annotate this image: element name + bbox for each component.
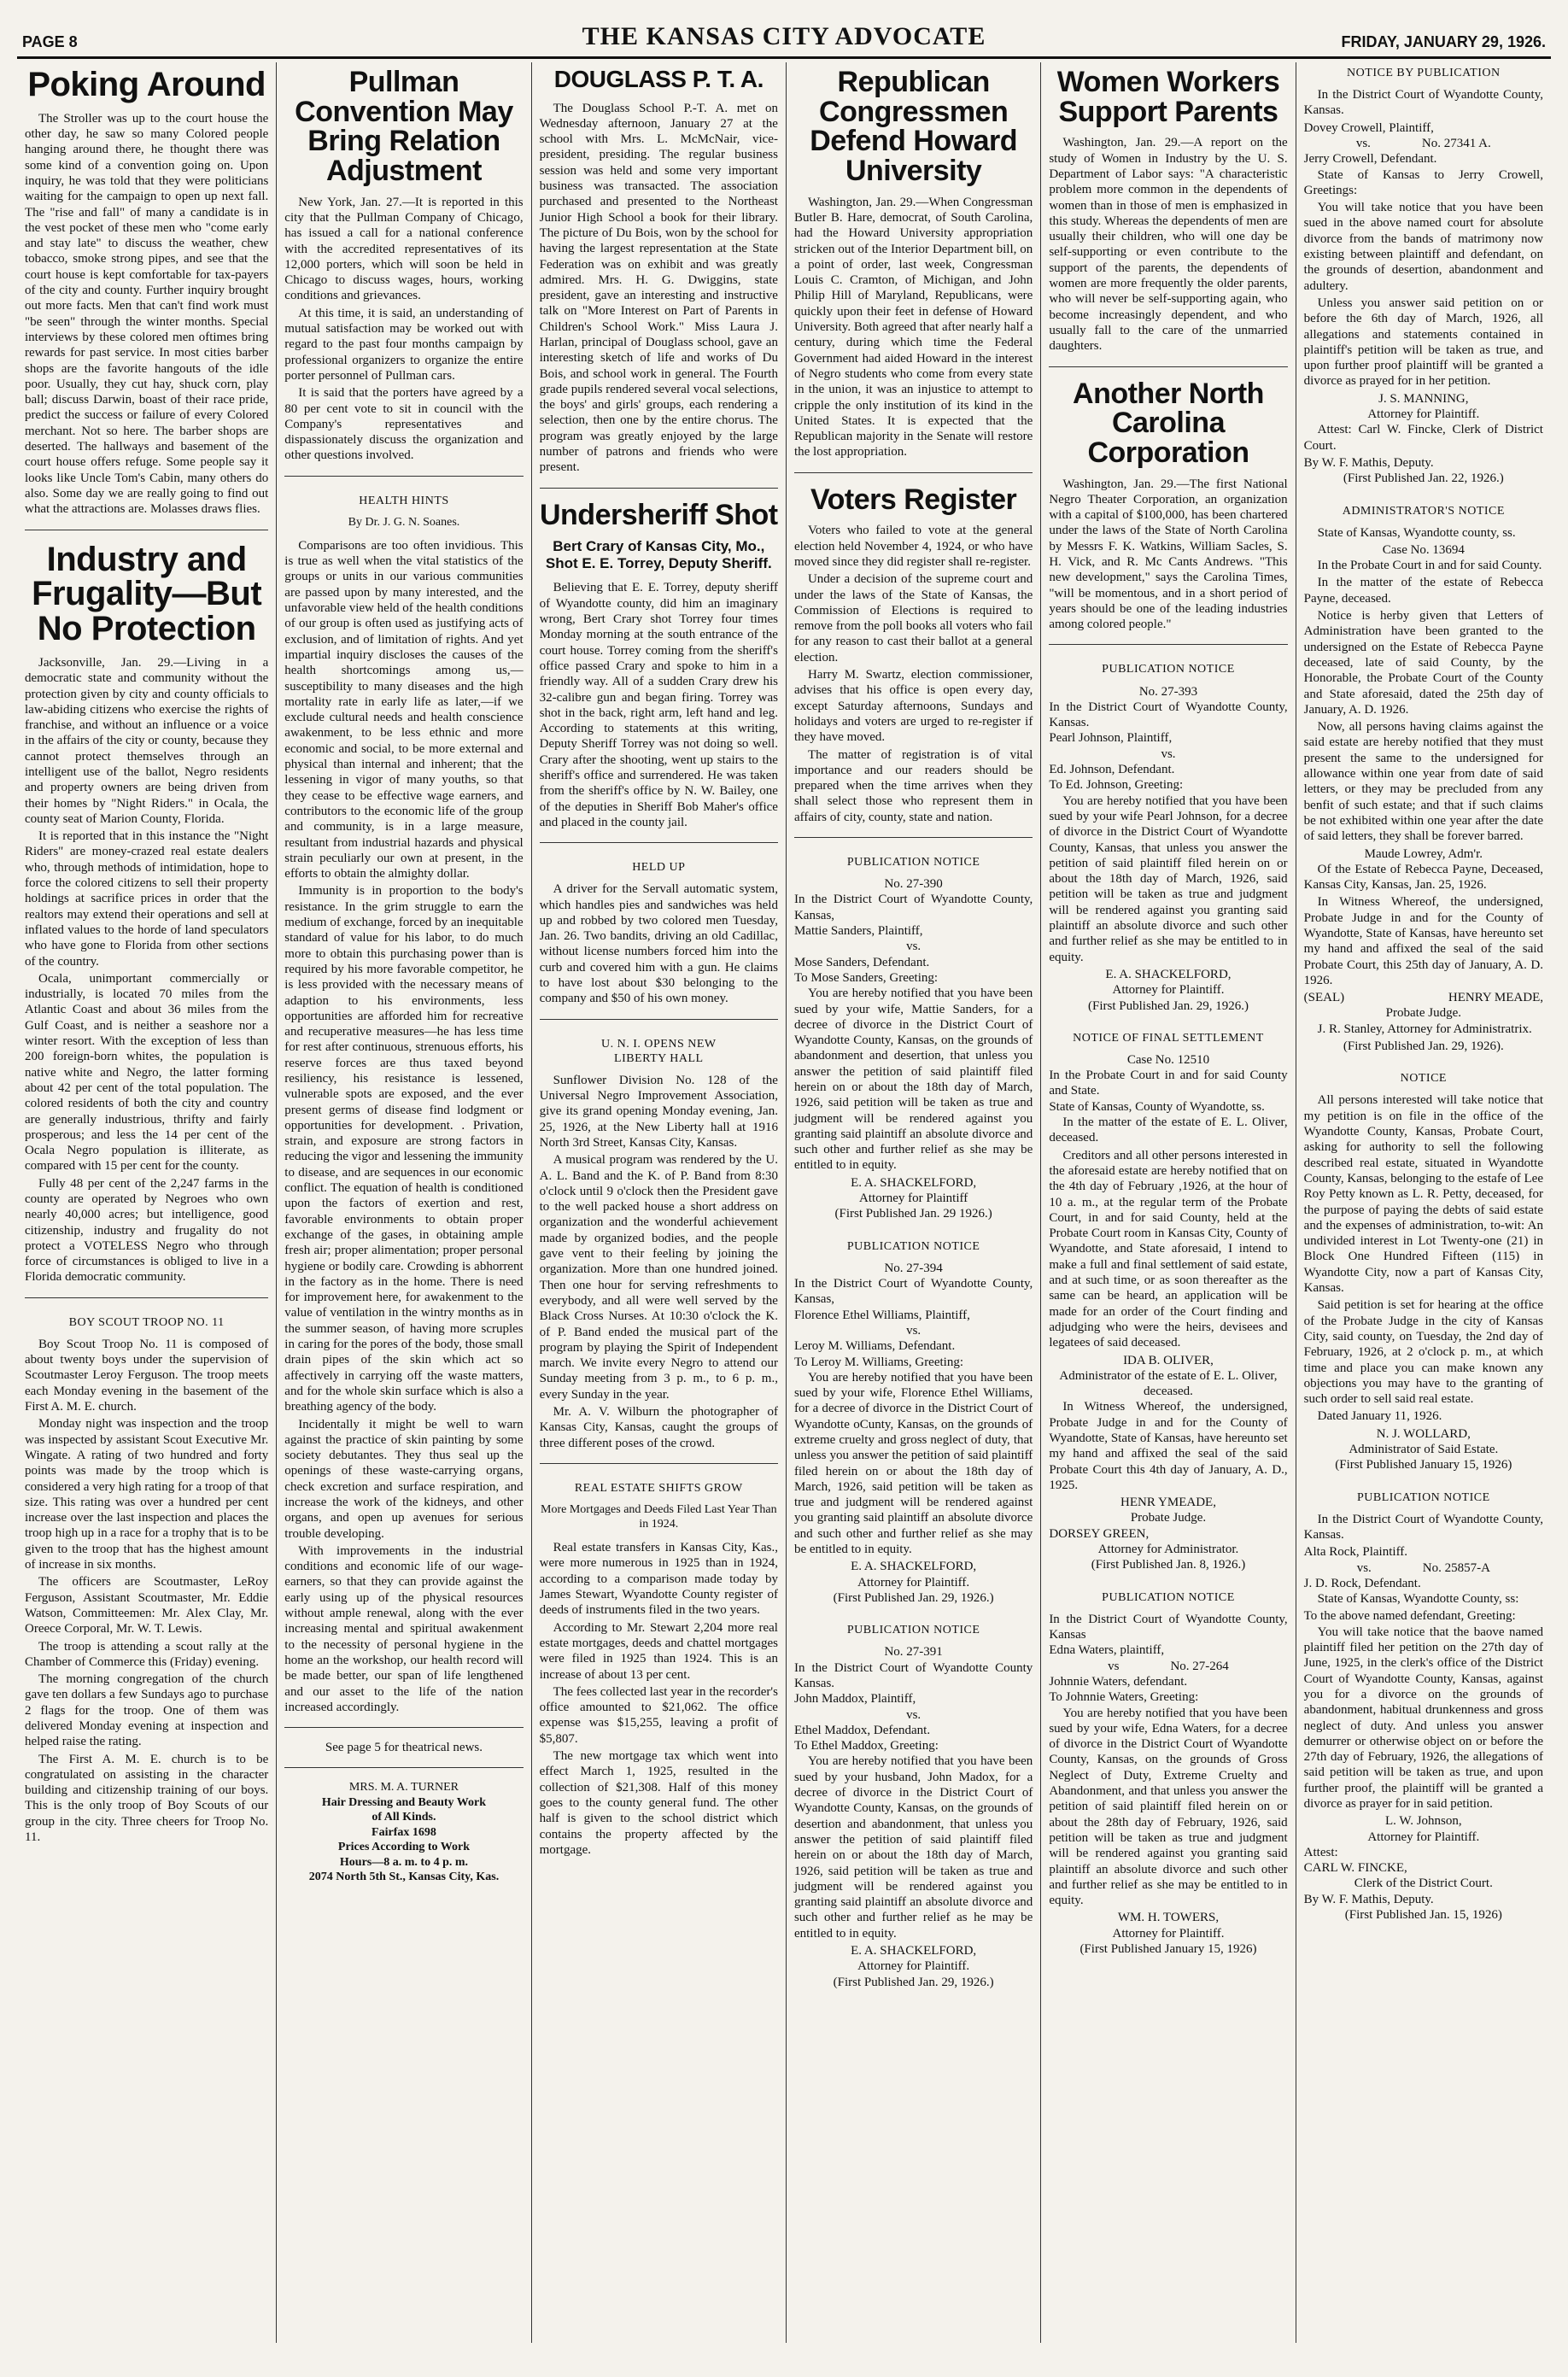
held-up-body: A driver for the Servall automatic system, which handles pies and sandwiches was held up and robbed by two colored men Tuesday, Jan. 26. Two bandits, driving an old Cadillac, without license numbers forced him into the curb and covered him with a gun. He claims to have lost about $30 belonging to the company and $50 of his own money. — [539, 882, 778, 1006]
notice-body: Creditors and all other persons interested in the aforesaid estate are hereby notified that on the 4th day of February ,1926, at the hour of 10 a. m., at the regular term of the Probate Court, in and for said County, held at the Probate Court room in Kansas City, County of Wyandotte, and State aforesaid, I intend to make a full and final settlement of said estate, and at such time, or as soon thereafter as the same can be heard, an application will be made for an order of the Court finding and adjudging who were the heirs, devisees and legatees of said deceased. — [1049, 1148, 1288, 1350]
divider — [25, 1297, 268, 1298]
notice-signature: L. W. Johnson, — [1385, 1814, 1462, 1829]
held-up-headline: HELD UP — [632, 861, 686, 875]
pullman-paragraph: At this time, it is said, an understanding of mutual satisfaction may be worked out with regard to the past four months campaign by professional organizers to organize the entire porter personnel of Pullman cars. — [284, 306, 524, 383]
divider — [794, 472, 1033, 473]
divider — [540, 488, 778, 489]
notice-signature: E. A. SHACKELFORD, — [851, 1175, 977, 1190]
notice-number: No. 27-391 — [884, 1645, 943, 1660]
newspaper-page — [17, 17, 1551, 2343]
notice-greeting: To Ed. Johnson, Greeting: — [1049, 778, 1184, 793]
notice-signature: E. A. SHACKELFORD, — [851, 1560, 977, 1574]
publication-notice-27264 — [1049, 1590, 1287, 1958]
notice-title: PUBLICATION NOTICE — [846, 856, 980, 869]
scout-paragraph: The First A. M. E. church is to be congratulated on assisting in the character building and citizenship training of our boys. This is the only troop of Boy Scouts of our group in the city. Three cheers for Troop No. 11. — [25, 1752, 269, 1845]
industry-paragraph: Ocala, unimportant commercially or industrially, is located 70 miles from the Atlantic Coast and about 36 miles from the Gulf Coast, and is neither a seashore nor a winter resort. With the exception of less than 200 foreign-born whites, the population is native white and Negro, the latter forming about 42 per cent of the total population. The colored residents of both the city and country are generally industrious, thrifty and fairly prosperous; and less the 14 per cent of the Ocala Negro population is illiterate, as compared with 15 per cent for the county. — [25, 971, 269, 1174]
notice-plaintiff: Dovey Crowell, Plaintiff, — [1303, 120, 1434, 135]
notice-published: (First Published January 15, 1926) — [1079, 1941, 1257, 1956]
notice-case-number: Case No. 13694 — [1382, 542, 1465, 557]
notice-attorney: J. R. Stanley, Attorney for Administratrix. — [1317, 1022, 1532, 1036]
notice-court: In the Probate Court in and for said County. — [1317, 559, 1542, 573]
publication-notice-27393 — [1049, 662, 1287, 1013]
notice-signature-role: Administrator of the estate of E. L. Oliver, deceased. — [1059, 1368, 1278, 1399]
notice-greeting: To the above named defendant, Greeting: — [1303, 1609, 1516, 1624]
notice-title: NOTICE — [1400, 1072, 1447, 1086]
notice-case-number: Case No. 12510 — [1126, 1052, 1210, 1067]
masthead — [17, 17, 1551, 59]
scout-paragraph: The morning congregation of the church gave ten dollars a few Sundays ago to purchase 2 flags for the troop. One of them was delivered Monday evening at inspection and helped raise the rating. — [25, 1672, 269, 1749]
notice-vs: vs. — [906, 940, 921, 954]
notice-published: (First Published Jan. 29, 1926). — [1343, 1039, 1504, 1054]
issue-date: FRIDAY, JANUARY 29, 1926. — [1341, 33, 1546, 50]
pullman-paragraph: It is said that the porters have agreed by a 80 per cent vote to sit in council with the Company's representatives and dispassionately discuss the organization and other questions involved. — [284, 386, 524, 463]
divider — [1049, 644, 1287, 645]
carolina-headline: Another North Carolina Corporation — [1073, 377, 1264, 469]
notice-plaintiff: John Maddox, Plaintiff, — [793, 1692, 916, 1707]
notice-signature: IDA B. OLIVER, — [1123, 1353, 1214, 1367]
notice-title: PUBLICATION NOTICE — [846, 1239, 980, 1253]
final-settlement-notice — [1049, 1031, 1287, 1573]
publication-notice-27391 — [794, 1623, 1033, 1990]
scout-headline: BOY SCOUT TROOP NO. 11 — [68, 1315, 225, 1329]
notice-plaintiff: Mattie Sanders, Plaintiff, — [793, 924, 923, 939]
notice-title: PUBLICATION NOTICE — [1102, 1590, 1235, 1604]
industry-paragraph: Fully 48 per cent of the 2,247 farms in the county are operated by Negroes who own nearly 40,000 acres; but intelligence, good citizenship, industry and frugality do not protect a VOTELESS Negro who through force of circumstances is obliged to live in a Florida democratic community. — [25, 1176, 269, 1285]
notice-published: (First Published Jan. 15, 1926) — [1344, 1908, 1502, 1923]
column-6 — [1296, 62, 1551, 2343]
women-workers-headline: Women Workers Support Parents — [1056, 66, 1280, 128]
uni-headline: U. N. I. OPENS NEW — [601, 1037, 717, 1051]
notice-body: You are hereby notified that you have been sued by your wife, Mattie Sanders, for a decree of divorce in the District Court of Wyandotte County, Kansas, on the grounds of abandonment and desertion, that unless you answer the petition of said plaintiff filed herein on or about the 18th day of March, 1926, said petition will be taken as true and judgment will be rendered against you granting said plaintiff an absolute divorce and such other and further relief as she may be entitled to in equity. — [793, 987, 1033, 1173]
columns — [17, 62, 1551, 2343]
notice-body: Now, all persons having claims against the said estate are hereby notified that they must present the same to the undersigned for allowance within one year from date of said letters, or they may be precluded from any benfit of such estate; and that if such claims be not exhibited within one year after the date of said letters, they shall be forever barred. — [1303, 720, 1543, 844]
notice-court: In the District Court of Wyandotte County, Kansas, — [793, 1277, 1033, 1307]
notice-signature: E. A. SHACKELFORD, — [1105, 967, 1232, 981]
notice-published: (First Published Jan. 29, 1926.) — [833, 1590, 994, 1605]
notice-body: You will take notice that the baove named plaintiff filed her petition on the 27th day of June, 1925, in the clerk's office of the District Court of Wyandotte County, Kansas, against you for a divorce on the grounds of abandonment, habitual drunkenness and gross neglect of duty. And unless you answer demurrer or otherwise object on or before the 27th day of February, 1926, the allegations of said petition will be taken as true, and upon further proof, the plaintiff will be granted a divorce as prayer for in said petition. — [1303, 1625, 1543, 1811]
notice-published: (First Published January 15, 1926) — [1335, 1458, 1512, 1472]
notice-greeting: To Mose Sanders, Greeting: — [793, 970, 939, 985]
notice-signature: J. S. MANNING, — [1378, 391, 1469, 406]
uni-paragraph: A musical program was rendered by the U. A. L. Band and the K. of P. Band from 8:30 o'clock until 9 o'clock then the President gave to the well packed house a short address on organization and the wonderful achievement made by organized bodies, and the people gave vent to their feeling by joining the organization. More than one hundred joined. Then one hour for serving refreshments to everybody, and all were well served by the Black Cross Nurses. At 10:30 o'clock the K. of P. Band ended the musical part of the program by playing the Spirit of Independent march. We invite every Negro to attend our Sunday meeting from 3 p. m., to 6 p. m., every Sunday in the year. — [539, 1153, 778, 1402]
notice-greeting: To Johnnie Waters, Greeting: — [1049, 1690, 1199, 1705]
scout-paragraph: Boy Scout Troop No. 11 is composed of about twenty boys under the supervision of Scoutmaster Leroy Ferguson. The troop meets each Monday evening in the basement of the First A. M. E. church. — [25, 1337, 269, 1414]
poking-around-headline: Poking Around — [27, 66, 266, 103]
column-4 — [787, 62, 1041, 2343]
notice-court: In the District Court of Wyandotte County, Kansas, — [793, 893, 1033, 922]
notice-signature-role: Administrator of Said Estate. — [1349, 1442, 1499, 1456]
notice-number: No. 27-394 — [884, 1261, 943, 1275]
voters-paragraph: Under a decision of the supreme court and under the laws of the State of Kansas, the Commission of Elections is required to remove from the poll books all voters who fail for any reason to cast their ballot at a general election. — [793, 572, 1033, 665]
health-paragraph: With improvements in the industrial conditions and economic life of our wage-earners, so that they can provide against the early using up of the physical resources without ample renewal, along with the ever increasing mental and spiritual awakenment to the necessity of personal hygiene in the home an the workshop, our health record will be made better, our span of life lengthened and our asset to the life of the nation increased accordingly. — [284, 1543, 524, 1714]
poking-around-body: The Stroller was up to the court house the other day, he saw so many Colored people hanging around there, he thought there was some kind of a convention going on. Upon inquiry, he was told that they were politicians waiting for the campaign to open up next fall. The "rise and fall" of many a candidate is in the vest pocket of these men who "come early and stay late" to discuss the weather, chew tobacco, smoke strong pipes, and see that the court house is kept comfortable for tax-payers of the city and county. Further inquiry brought out more facts. Men that can't find work must "be seen" through the winter months. Special interviews by these colored men oftimes bring rewards for past service. In most cities barber shops are the favorite hangouts of the idle poor. Usually, they cut hay, shuck corn, play ball; discuss Darwin, boast of their race pride, predict the success or failure of every Colored merchant. Not so here. The barber shops are deserted. The hallways and basement of the court house offers refuge. Some people say it looks like Uncle Tom's Cabin, many others do also. Some day we are really going to find out what the attractions are. Molasses draws flies. — [25, 111, 269, 517]
real-estate-paragraph: Real estate transfers in Kansas City, Kas., were more numerous in 1925 than in 1924, according to a comparison made today by James Stewart, Wyandotte County register of deeds of instruments filed in the two years. — [539, 1541, 778, 1618]
notice-defendant: Mose Sanders, Defendant. — [793, 955, 930, 969]
notice-published: (First Published Jan. 22, 1926.) — [1343, 471, 1504, 486]
republican-headline: Republican Congressmen Defend Howard University — [810, 66, 1018, 188]
notice-title: NOTICE OF FINAL SETTLEMENT — [1073, 1031, 1264, 1045]
notice-clerk-role: Clerk of the District Court. — [1354, 1876, 1493, 1891]
notice-attorney-role: Attorney for Administrator. — [1097, 1543, 1239, 1557]
notice-title: PUBLICATION NOTICE — [1102, 663, 1235, 676]
publication-notice-25857 — [1304, 1490, 1543, 1923]
ad-line: of All Kinds. — [372, 1811, 436, 1824]
publication-notice-27390 — [794, 855, 1033, 1222]
divider — [540, 842, 778, 843]
notice-vs: vs. — [1161, 746, 1176, 761]
undersheriff-headline: Undersheriff Shot — [539, 498, 778, 531]
notice-published: (First Published Jan. 29 1926.) — [834, 1207, 992, 1221]
notice-body: You will take notice that you have been sued in the above named court for absolute divorce from the bands of matrimony now existing between plaintiff and defendant, on the grounds of desertion, abandonment and adultery. — [1303, 201, 1543, 293]
notice-signature-role: Attorney for Plaintiff. — [857, 1575, 970, 1590]
notice-state: State of Kansas, County of Wyandotte, ss. — [1049, 1099, 1265, 1114]
notice-court: In the District Court of Wyandotte County, Kansas — [1049, 1612, 1288, 1642]
notice-body: You are hereby notified that you have been sued by your wife, Florence Ethel Williams, for a decree of divorce in the District Court of Wyandotte oCunty, Kansas, on the grounds of extreme cruelty and gross neglect of duty, that unless you answer the petition of said plaintiff filed herein on or about the 18th day of March, 1926, said petition will be taken as true and judgment will be rendered against you granting said plaintiff an absolute divorce and such other and further relief as she may be entitled to in equity. — [793, 1370, 1033, 1557]
voters-paragraph: Harry M. Swartz, election commissioner, advises that his office is open every day, except Saturday afternoons, Sundays and holidays and voters are urged to re-register if they have moved. — [793, 668, 1033, 745]
notice-greeting: To Leroy M. Williams, Greeting: — [793, 1355, 964, 1369]
notice-body: Unless you answer said petition on or before the 6th day of March, 1926, all allegations and statements contained in plaintiff's petition will be taken as true, and upon further proof plaintiff will be granted a divorce as prayed for in her petition. — [1303, 296, 1543, 389]
real-estate-paragraph: According to Mr. Stewart 2,204 more real estate mortgages, deeds and chattel mortgages were filed in 1925 than 1924. This is an increase of about 13 per cent. — [539, 1620, 778, 1682]
notice-published: (First Published Jan. 29, 1926.) — [1088, 998, 1249, 1013]
notice-greeting: To Ethel Maddox, Greeting: — [793, 1739, 939, 1753]
industry-paragraph: It is reported that in this instance the "Night Riders" are money-crazed real estate dealers who, through methods of intimidation, hope to force the colored citizens to sell their property holdings at sacrifice prices in order that the realtors may extend their operations and sell at inflated values to the horde of land speculators who have gone to Florida from other sections of the country. — [25, 829, 269, 969]
notice-court: In the Probate Court in and for said County and State. — [1049, 1068, 1288, 1098]
divider — [794, 837, 1033, 838]
notice-signature: N. J. WOLLARD, — [1376, 1426, 1471, 1441]
notice-defendant: Ed. Johnson, Defendant. — [1049, 763, 1175, 777]
real-estate-paragraph: The new mortgage tax which went into effect March 1, 1925, resulted in the collection of $21,308. Half of this money goes to the county general fund. The other half is given to the school district which contains the property affected by the mortgage. — [539, 1749, 778, 1857]
notice-by-publication-27341 — [1304, 66, 1543, 487]
notice-signature-role: Attorney for Plaintiff. — [857, 1959, 970, 1974]
newspaper-title: THE KANSAS CITY ADVOCATE — [582, 22, 986, 50]
notice-number: No. 27-393 — [1138, 684, 1198, 699]
notice-defendant: Ethel Maddox, Defendant. — [793, 1723, 931, 1737]
notice-court: In the District Court of Wyandotte County, Kansas. — [1303, 1512, 1543, 1542]
column-5 — [1041, 62, 1296, 2343]
divider — [540, 1019, 778, 1020]
scout-paragraph: The troop is attending a scout rally at the Chamber of Commerce this (Friday) evening. — [25, 1639, 269, 1669]
pullman-headline: Pullman Convention May Bring Relation Adjustment — [295, 66, 513, 188]
notice-clerk: CARL W. FINCKE, — [1303, 1861, 1407, 1876]
notice-judge-role: Probate Judge. — [1130, 1511, 1207, 1525]
notice-judge: HENR YMEADE, — [1120, 1496, 1216, 1510]
notice-published: (First Published Jan. 29, 1926.) — [833, 1975, 994, 1989]
uni-headline-2: LIBERTY HALL — [614, 1051, 704, 1065]
notice-defendant: J. D. Rock, Defendant. — [1303, 1576, 1421, 1590]
real-estate-subhead: More Mortgages and Deeds Filed Last Year Than in 1924. — [541, 1503, 777, 1531]
notice-defendant: Johnnie Waters, defendant. — [1049, 1674, 1188, 1689]
notice-signature-role: Attorney for Plaintiff. — [1367, 407, 1480, 422]
notice-vs: vs. No. 27341 A. — [1355, 136, 1491, 150]
divider — [284, 476, 523, 477]
uni-paragraph: Sunflower Division No. 128 of the Universal Negro Improvement Association, give its grand opening Monday evening, Jan. 25, 1926, at the New Liberty hall at 1916 North 3rd Street, Kansas City, Kansas. — [539, 1073, 778, 1150]
divider — [284, 1727, 523, 1728]
notice-court: In the District Court of Wyandotte County, Kansas. — [1303, 88, 1543, 118]
pta-body: The Douglass School P.-T. A. met on Wednesday afternoon, January 27 at the school with Mrs. L. McMcNair, vice-president, presiding. The regular business session was held and some very important business was transacted. The association purchased and presented to the Northeast Junior High School a book for their library. The picture of Du Bois, won by the school for having the largest representation at the State Federation was on exhibit and was greatly admired. Mrs. H. G. Dwiggins, state president, gave an interesting and instructive talk on "More Interest on Part of Parents in Children's School Work." Miss Laura J. Harlan, principal of Douglass school, gave an interesting sketch of life and works of Du Bois, and school work in general. The Fourth grade pupils rendered several vocal selections, the boys' and girls' groups, each rendering a selection, then one by the entire chorus. The program was greatly enjoyed by the large number of patrons and friends who were present. — [539, 101, 778, 475]
sale-notice — [1304, 1071, 1543, 1472]
ad-line: Hair Dressing and Beauty Work — [321, 1795, 487, 1809]
voters-headline: Voters Register — [810, 483, 1017, 516]
pta-headline: DOUGLASS P. T. A. — [553, 66, 764, 92]
uni-paragraph: Mr. A. V. Wilburn the photographer of Kansas City, Kansas, caught the groups of three different poses of the crowd. — [539, 1405, 778, 1450]
theatrical-news-note: See page 5 for theatrical news. — [325, 1741, 483, 1755]
health-paragraph: Incidentally it might be well to warn against the practice of skin painting by some society debutantes. They thus seal up the openings of these waste-carrying organs, check excretion and surface respiration, and increase the work of the kidneys, and other organs, and open up avenues for serious trouble developing. — [284, 1417, 524, 1541]
real-estate-paragraph: The fees collected last year in the recorder's office amounted to $21,062. The office expense was $15,255, leaving a profit of $5,807. — [539, 1684, 778, 1746]
notice-state: State of Kansas, Wyandotte county, ss. — [1317, 525, 1516, 540]
notice-state: State of Kansas, Wyandotte County, ss: — [1317, 1592, 1519, 1607]
notice-title: PUBLICATION NOTICE — [846, 1624, 980, 1637]
divider — [540, 1463, 778, 1464]
health-hints-byline: By Dr. J. G. N. Soanes. — [348, 515, 460, 529]
notice-seal-row — [1304, 990, 1543, 1005]
ad-phone: Fairfax 1698 — [372, 1825, 436, 1839]
notice-seal: (SEAL) — [1303, 991, 1345, 1005]
notice-body: All persons interested will take notice that my petition is on file in the office of the Wyandotte County, Kansas, Probate Court, asking for authority to sell the following described real estate, situated in Wyandotte County, Kansas, belonging to the estafe of Lee Roy Petty known as L. R. Petty, deceased, for the purpose of paying the debts of said estate and the expenses of administration, to-wit: An undivided interest in Lot Twenty-one (21) in Block One Hundred Fifteen (115) in Wyandotte City, now a part of Kansas City, Kansas. — [1303, 1093, 1543, 1296]
real-estate-headline: REAL ESTATE SHIFTS GROW — [574, 1481, 743, 1495]
health-paragraph: Immunity is in proportion to the body's resistance. In the grim struggle to earn the medium of exchange, forced by an inequitable standard of value for his labor, to do much more to obtain this purchasing power than is required by his more favorable competitor, he is less provided with the necessary means of adaption to his environments, less opportunities are afforded him for recreative and recuperative measures—he has less time for rest after continuous, strenuous efforts, his reserve forces are thus taxed beyond resiliency, his resistance is lessened, vulnerable spots are exposed, and the ever present germs of disease find lodgment or opportunities for development. . Privation, strain, and exposure are strong factors in reducing the vigor and lessening the immunity to disease, and are sequences in our economic conflict. The equation of health is conditioned upon the factors of exertion and rest, favorable environments to obtain proper exchange of the gases, in obtaining ample fresh air; proper alimentation; proper personal hygiene or bodily care. Crowding is abhorrent in the factory as in the home. There is need for improvement here, for awakenment to the value of ventilation in the wintry months as in the summer season, of having more scruples in caring for the pores of the body, those small drain pipes of the skin which act so affectively in carrying off the waste matters, and for the whole skin surface which is also a breathing agency of the body. — [284, 884, 524, 1414]
health-paragraph: Comparisons are too often invidious. This is true as well when the vital statistics of the groups or units in our various communities are passed upon by many interested, and the unfavorable view held of the health conditions of our group is often used as justifying acts of exclusion, and of limitation of rights. And yet impartial inquiry discloses the causes of the health shortcomings among us,—susceptibility to many diseases and the high mortality rate in early life as later,—if we exclude cultural needs and health conscience awakenment, to be less ethnic and more economic and social, to be more external and physical than internal and inherent; that the lessening in vigor of many youths, so that they cease to be effective wage earners, and contributors to the economic life of the group and community, is in a large measure, resultant from industrial hazards and physical strain peculiarly our own at present, in the efforts to obtain the almighty dollar. — [284, 538, 524, 881]
women-workers-body: Washington, Jan. 29.—A report on the study of Women in Industry by the U. S. Department of Labor says: "A characteristic problem more common in the dependents of women than in those of men is emphasized in this study. Whereas the dependents of men are usually their children, who will one day be self-supporting or even contribute to the support of the parents, the dependents of women are more frequently the older parents, who will never be self-supporting again, who become increasingly dependent, and who usually fall to the care of the unmarried daughters. — [1049, 136, 1288, 354]
notice-greeting: State of Kansas to Jerry Crowell, Greetings: — [1303, 167, 1543, 197]
column-3 — [532, 62, 787, 2343]
notice-body: Notice is herby given that Letters of Administration have been granted to the undersigned on the Estate of Rebecca Payne deceased, late of said County, by the Honorable, the Probate Court of the County and State aforesaid, dated the 25th day of January, A. D. 1926. — [1303, 609, 1543, 717]
notice-published: (First Published Jan. 8, 1926.) — [1091, 1558, 1246, 1572]
scout-paragraph: Monday night was inspection and the troop was inspected by assistant Scout Executive Mr. Wingate. A rating of two hundred and forty points was made by the troop which is considered a very high rating for a troop of that size. This rating was over a hundred per cent increase over the last inspection and places the troop high up in a race for a trophy that is to be given to the troop that has the highest amount of increase in six months. — [25, 1417, 269, 1572]
notice-signature-role: Attorney for Plaintiff — [859, 1191, 968, 1206]
notice-signature: E. A. SHACKELFORD, — [851, 1943, 977, 1958]
notice-signature: WM. H. TOWERS, — [1117, 1911, 1220, 1925]
notice-plaintiff: Florence Ethel Williams, Plaintiff, — [793, 1308, 970, 1322]
notice-plaintiff: Edna Waters, plaintiff, — [1049, 1643, 1165, 1658]
notice-signature-role: Attorney for Plaintiff. — [1112, 1926, 1225, 1941]
notice-vs: vs. No. 25857-A — [1356, 1560, 1490, 1575]
notice-vs: vs No. 27-264 — [1108, 1659, 1229, 1673]
voters-paragraph: Voters who failed to vote at the general election held November 4, 1924, or who have moved since they did register shall re-register. — [793, 524, 1033, 569]
divider — [1049, 366, 1287, 367]
notice-court: In the District Court of Wyandotte County Kansas. — [793, 1660, 1033, 1690]
notice-plaintiff: Pearl Johnson, Plaintiff, — [1049, 731, 1173, 746]
notice-judge: HENRY MEADE, — [1448, 991, 1543, 1005]
notice-attest: Attest: Carl W. Fincke, Clerk of District Court. — [1303, 423, 1543, 453]
administrators-notice — [1304, 504, 1543, 1055]
turner-advertisement — [284, 1780, 523, 1885]
notice-matter: In the matter of the estate of Rebecca Payne, deceased. — [1303, 576, 1543, 606]
notice-signature: Maude Lowrey, Adm'r. — [1364, 846, 1483, 861]
notice-witness: In Witness Whereof, the undersigned, Probate Judge in and for the County of Wyandotte, State of Kansas, have hereunto set my hand and affixed the seal of the said Probate Court, this 25th day of January, A. D. 1926. — [1303, 895, 1543, 987]
notice-judge-role: Probate Judge. — [1385, 1006, 1461, 1021]
column-1 — [17, 62, 277, 2343]
ad-address: 2074 North 5th St., Kansas City, Kas. — [308, 1871, 500, 1884]
notice-deputy: By W. F. Mathis, Deputy. — [1303, 1892, 1434, 1906]
column-2 — [277, 62, 531, 2343]
ad-line: Prices According to Work — [337, 1841, 471, 1854]
notice-attorney: DORSEY GREEN, — [1049, 1526, 1150, 1541]
undersheriff-body: Believing that E. E. Torrey, deputy sheriff of Wyandotte county, did him an imaginary wrong, Bert Crary shot Torrey four times Monday morning at the south entrance of the court house. Torrey coming from the sheriff's office passed Crary and spoke to him in a friendly way. All of a sudden Crary drew his 32-calibre gun and began firing. Torrey was shot in the back, right arm, left hand and leg. According to statements at this writing, Deputy Sheriff Torrey was not doing so well. Crary after the shooting, went up stairs to the sheriff's office and surrendered. He was taken from the sheriff's office by N. W. Bailey, one of the deputies in Sheriff Bob Maher's office and placed in the county jail. — [539, 581, 778, 829]
undersheriff-subhead: Bert Crary of Kansas City, Mo., Shot E. E. Torrey, Deputy Sheriff. — [545, 538, 772, 571]
notice-title: NOTICE BY PUBLICATION — [1347, 67, 1501, 79]
notice-estate: Of the Estate of Rebecca Payne, Deceased, Kansas City, Kansas, Jan. 25, 1926. — [1303, 862, 1543, 893]
notice-title: ADMINISTRATOR'S NOTICE — [1342, 504, 1505, 518]
notice-signature-role: Attorney for Plaintiff. — [1112, 983, 1225, 998]
notice-attest: Attest: — [1303, 1845, 1338, 1859]
ad-hours: Hours—8 a. m. to 4 p. m. — [339, 1855, 469, 1869]
divider — [284, 1767, 523, 1768]
notice-defendant: Jerry Crowell, Defendant. — [1303, 152, 1437, 167]
notice-number: No. 27-390 — [884, 877, 943, 892]
notice-body: Said petition is set for hearing at the office of the Probate Judge in the city of Kansas City, said county, on Tuesday, the 2nd day of February, 1926, at 2 o'clock p. m., at which time and place you can make known any objections you may have to the granting of such order to sell said real estate. — [1303, 1298, 1543, 1407]
industry-headline: Industry and Frugality—But No Protection — [32, 540, 262, 648]
health-hints-headline: HEALTH HINTS — [359, 494, 449, 507]
pullman-paragraph: New York, Jan. 27.—It is reported in this city that the Pullman Company of Chicago, has issued a call for a national conference with the accredited representatives of its 12,000 porters, which will soon be held in Chicago to discuss wages, hours, working conditions and grievances. — [284, 195, 524, 303]
notice-body: You are hereby notified that you have been sued by your husband, John Madox, for a decree of divorce in the District Court of Wyandotte County, Kansas, on the grounds of desertion and abandonment, that unless you answer the petition of said plaintiff filed herein on or about the 18th day of March, 1926, said petition will be taken as true and judgment will be rendered against you granting said plaintiff an absolute divorce and such other and further relief as he may be entitled to in equity. — [793, 1754, 1033, 1941]
page-number: PAGE 8 — [22, 33, 78, 50]
notice-signature-role: Attorney for Plaintiff. — [1367, 1830, 1480, 1844]
industry-paragraph: Jacksonville, Jan. 29.—Living in a democratic state and community without the protection given by city and county officials to law-abiding citizens who exercise the rights of franchise, and without an influence or a voice in the affairs of the city or county, because they cannot protect themselves through an intelligent use of the ballot, Negro residents and property owners are being driven from their homes by "Night Riders." in Ocala, the county seat of Marion County, Florida. — [25, 655, 269, 826]
notice-deputy: By W. F. Mathis, Deputy. — [1303, 455, 1434, 470]
ad-name: MRS. M. A. TURNER — [348, 1781, 459, 1794]
notice-title: PUBLICATION NOTICE — [1357, 1490, 1490, 1504]
publication-notice-27394 — [794, 1239, 1033, 1607]
republican-body: Washington, Jan. 29.—When Congressman Butler B. Hare, democrat, of South Carolina, had the Howard University appropriation stricken out of the Interior Department bill, on a point of order, last week, Congressman Louis C. Cramton, of Michigan, and John Philip Hill of Maryland, Republicans, were quickly upon their feet in defense of Howard University. Both agreed that after nearly half a century, during which time the Federal Government had aided Howard in the interest of Negro students who come from every state in the union, it was an injustice to attempt to cripple the only institution of its kind in the United States. It is expected that the Republican majority in the Senate will restore the lost appropriation. — [793, 195, 1033, 460]
notice-dated: Dated January 11, 1926. — [1317, 1409, 1442, 1424]
scout-paragraph: The officers are Scoutmaster, LeRoy Ferguson, Assistant Scoutmaster, Mr. Eddie Watson, Committeemen: Mr. Alex Clay, Mr. Oreece Corporal, Mr. W. T. Lewis. — [25, 1575, 269, 1636]
notice-matter: In the matter of the estate of E. L. Oliver, deceased. — [1049, 1115, 1288, 1145]
notice-body: You are hereby notified that you have been sued by your wife Pearl Johnson, for a decree of divorce in the District Court of Wyandotte County, Kansas, that unless you answer the petition of said plaintiff filed herein on or about the 18th day of March, 1926, said petition will be taken as true and judgment will be rendered against you granting said plaintiff an absolute divorce and such other and further relief as she may be entitled to in equity. — [1049, 793, 1288, 964]
notice-plaintiff: Alta Rock, Plaintiff. — [1303, 1545, 1408, 1560]
notice-vs: vs. — [906, 1323, 921, 1338]
notice-vs: vs. — [906, 1707, 921, 1722]
notice-witness: In Witness Whereof, the undersigned, Probate Judge in and for the County of Wyandotte, State of Kansas, have hereunto set my hand and affixed the seal of the said Probate Court this 4th day of January, A. D., 1925. — [1049, 1400, 1288, 1492]
voters-paragraph: The matter of registration is of vital importance and our readers should be prepared when the time arrives when they shall select those who represent them in affairs of city, county, state and nation. — [793, 747, 1033, 824]
notice-defendant: Leroy M. Williams, Defendant. — [793, 1339, 956, 1354]
notice-court: In the District Court of Wyandotte County, Kansas. — [1049, 700, 1288, 730]
notice-body: You are hereby notified that you have been sued by your wife, Edna Waters, for a decree of divorce in the District Court of Wyandotte County, Kansas, on the grounds of Gross Neglect of Duty, Extreme Cruelty and Abandonment, and that unless you answer the petition of said plaintiff filed herein on or about the 28th day of February, 1926, said petition will be taken as true and judgment will be rendered against you granting said plaintiff an absolute divorce and such other and further relief as she may be entitled to in equity. — [1049, 1706, 1288, 1908]
carolina-body: Washington, Jan. 29.—The first National Negro Theater Corporation, an organization with a capital of $100,000, has been chartered under the laws of the State of North Carolina by Messrs F. K. Watkins, William Sacles, S. H. Vick, and R. Mc Cants Andrews. "This new development," says the Carolina Times, "will be momentous, and in a short period of years should be one of the leading industries among colored people." — [1049, 477, 1288, 632]
